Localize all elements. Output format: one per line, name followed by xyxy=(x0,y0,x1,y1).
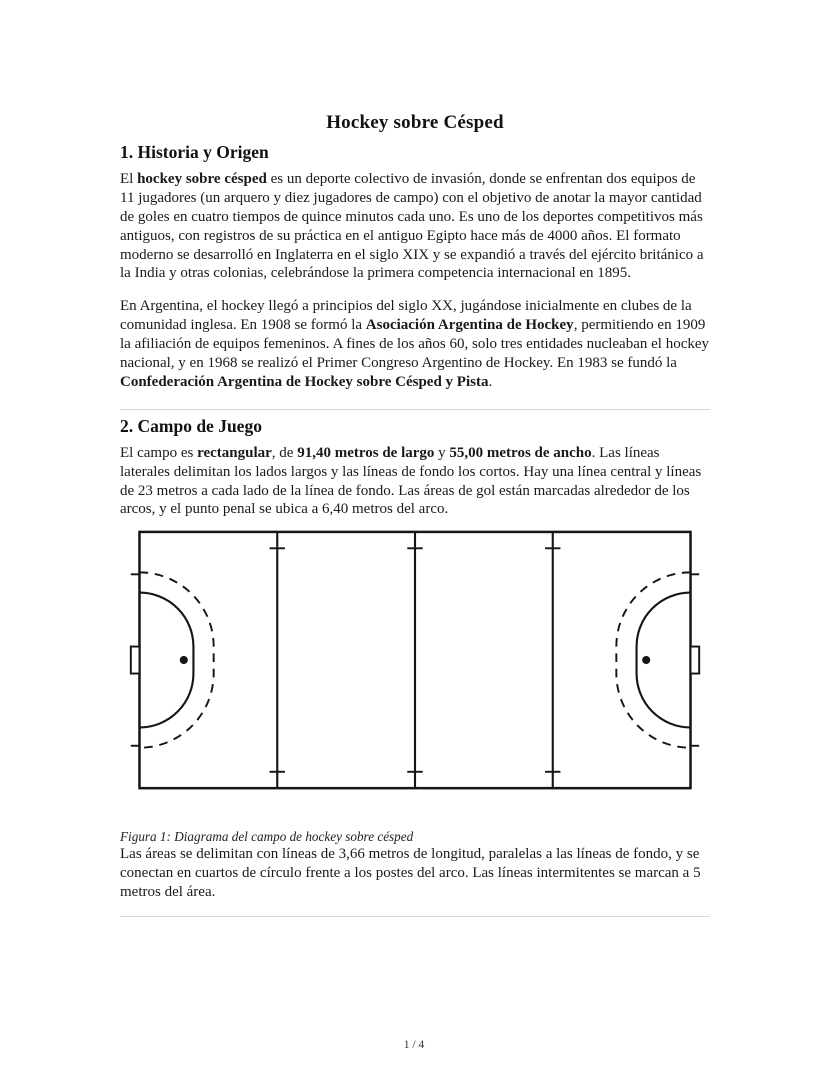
text-run: . xyxy=(488,373,493,390)
section-historia-y-origen xyxy=(120,142,710,392)
penalty-spot-left xyxy=(180,656,188,664)
bold-text-run: 55,00 metros de ancho xyxy=(449,444,592,461)
document-title: Hockey sobre Césped xyxy=(326,112,504,133)
text-run: En Argentina, el hockey llegó a principios del siglo XX, jugándose inicialmente en clubes de la comunidad inglesa. En 1908 se formó la xyxy=(120,298,692,334)
section-2-heading: 2. Campo de Juego xyxy=(120,415,262,436)
bold-text-run: Confederación Argentina de Hockey sobre Césped y Pista xyxy=(120,373,489,390)
figure-caption: Figura 1: Diagrama del campo de hockey sobre césped xyxy=(120,829,414,845)
goal-right xyxy=(691,647,700,674)
text-run: El xyxy=(120,171,138,187)
text-run: , de xyxy=(271,444,298,461)
bold-text-run: rectangular xyxy=(197,444,272,461)
text-run: es un deporte colectivo de invasión, donde se enfrentan dos equipos de 11 jugadores (un arquero y diez jugadores de campo) con el objetivo de anotar la mayor cantidad de goles en cuatro tiempos de quince minutos cada uno. Es uno de los deportes competitivos más antiguos, con registros de su práctica en el antiguo Egipto hace más de 4000 años. El formato moderno se desarrolló en Inglaterra en el siglo XIX y se expandió a través del ejército británico a la India y otras colonias, celebrándose la primera competencia internacional en 1895. xyxy=(120,171,704,282)
text-run: y xyxy=(434,444,450,461)
bold-text-run: 91,40 metros de largo xyxy=(297,444,435,461)
bold-text-run: hockey sobre césped xyxy=(137,171,267,187)
footer-divider xyxy=(120,916,710,917)
text-run: El campo es xyxy=(120,444,198,461)
text-run: , permitiendo en 1909 la afiliación de equipos femeninos. A fines de los años 60, solo tres entidades nucleaban el hockey nacional, y en 1968 se realizó el Primer Congreso Argentino de Hockey. En 1983 se fundó la xyxy=(120,317,710,372)
paragraph-campo-2: Las áreas se delimitan con líneas de 3,66 metros de longitud, paralelas a las líneas de fondo, y se conectan en cuartos de círculo frente a los postes del arco. Las líneas intermitentes se marcan a 5 metros del área. xyxy=(120,846,701,901)
section-campo-de-juego xyxy=(120,416,710,902)
text-run: . Las líneas laterales delimitan los lados largos y las líneas de fondo los cortos. Hay una línea central y líneas de 23 metros a cada lado de la línea de fondo. Las áreas de gol están marcadas alrededor de los arcos, y el punto penal se ubica a 6,40 metros del arco. xyxy=(120,444,702,518)
paragraph-campo-1 xyxy=(120,444,710,520)
section-divider xyxy=(120,409,710,410)
paragraph-historia-1 xyxy=(120,170,710,283)
section-1-heading: 1. Historia y Origen xyxy=(120,142,269,162)
bold-text-run: Asociación Argentina de Hockey xyxy=(365,317,574,334)
hockey-field-figure xyxy=(126,527,710,795)
penalty-spot-right xyxy=(642,656,650,664)
page-number: 1 / 4 xyxy=(403,1039,425,1051)
goal-left xyxy=(131,647,140,674)
paragraph-historia-2 xyxy=(120,297,710,391)
hockey-field-diagram xyxy=(126,527,704,795)
